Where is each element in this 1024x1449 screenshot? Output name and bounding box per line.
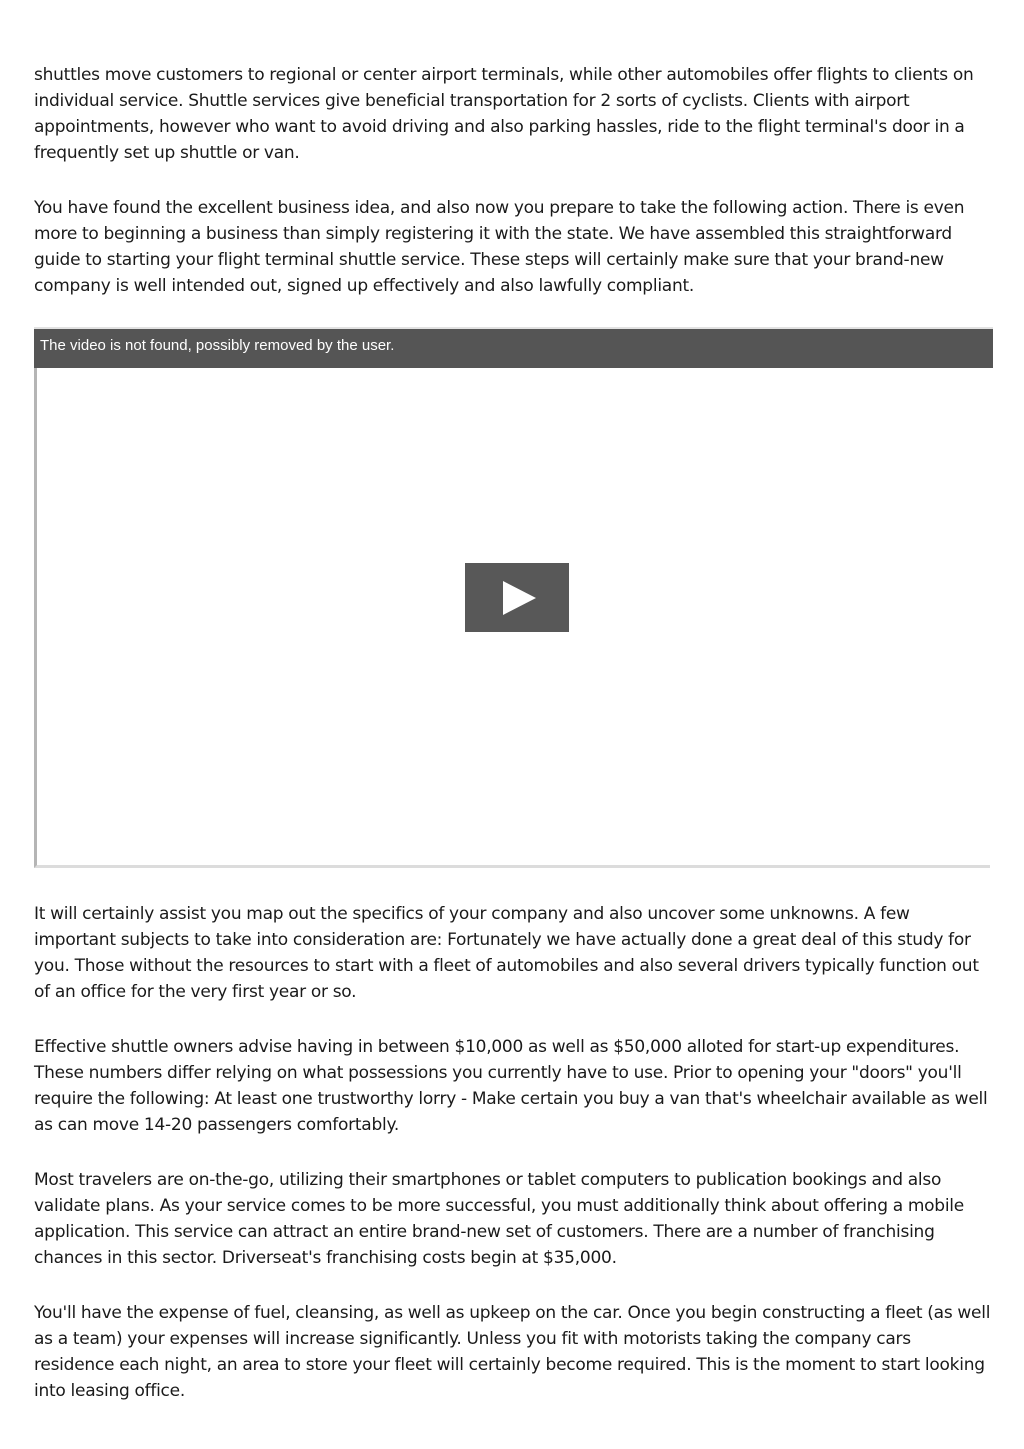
paragraph: Effective shuttle owners advise having in between $10,000 as well as $50,000 alloted for start-up expenditures. These numbers differ relying on what possessions you currently have to use. Prior to opening your "doors" you'll require the following: At least one trustworthy lorry - Make certain you buy a van that's wheelchair available as well as can move 14-20 passengers comfortably.	[34, 1037, 988, 1135]
article-body	[34, 62, 992, 1404]
play-button[interactable]	[465, 563, 569, 632]
video-player[interactable]	[34, 327, 990, 868]
paragraph: It will certainly assist you map out the specifics of your company and also uncover some unknowns. A few important subjects to take into consideration are: Fortunately we have actually done a great deal of this study for you. Those without the resources to start with a fleet of automobiles and also several drivers typically function out of an office for the very first year or so.	[34, 904, 979, 1002]
paragraph: shuttles move customers to regional or center airport terminals, while other automobiles offer flights to clients on individual service. Shuttle services give beneficial transportation for 2 sorts of cyclists. Clients with airport appointments, however who want to avoid driving and also parking hassles, ride to the flight terminal's door in a frequently set up shuttle or van.	[34, 65, 974, 163]
paragraph: You have found the excellent business idea, and also now you prepare to take the following action. There is even more to beginning a business than simply registering it with the state. We have assembled this straightforward guide to starting your flight terminal shuttle service. These steps will certainly make sure that your brand-new company is well intended out, signed up effectively and also lawfully compliant.	[34, 198, 965, 296]
paragraph: Most travelers are on-the-go, utilizing their smartphones or tablet computers to publication bookings and also validate plans. As your service comes to be more successful, you must additionally think about offering a mobile application. This service can attract an entire brand-new set of customers. There are a number of franchising chances in this sector. Driverseat's franchising costs begin at $35,000.	[34, 1170, 964, 1268]
paragraph: You'll have the expense of fuel, cleansing, as well as upkeep on the car. Once you begin constructing a fleet (as well as a team) your expenses will increase significantly. Unless you fit with motorists taking the company cars residence each night, an area to store your fleet will certainly become required. This is the moment to start looking into leasing office.	[34, 1303, 991, 1401]
video-error-bar	[34, 327, 993, 368]
play-icon	[503, 581, 536, 615]
video-error-message: The video is not found, possibly removed by the user.	[40, 337, 395, 354]
